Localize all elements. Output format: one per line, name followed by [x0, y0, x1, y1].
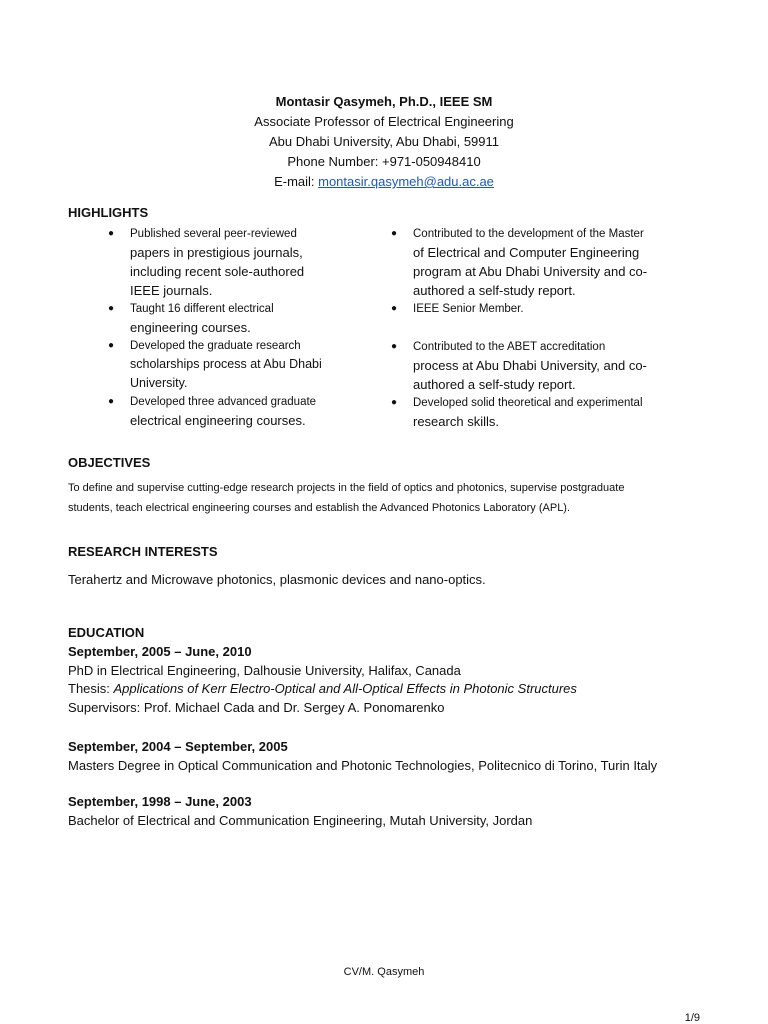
bullet-icon: ● — [108, 303, 115, 314]
cv-header — [0, 92, 768, 192]
bullet-icon: ● — [391, 303, 398, 314]
education-dates: September, 2004 – September, 2005 — [68, 739, 288, 754]
highlight-item — [391, 225, 683, 300]
education-entry — [68, 738, 748, 775]
thesis-label: Thesis: — [68, 681, 114, 696]
email-label: E-mail: — [274, 174, 319, 189]
highlight-first-line: Contributed to the development of the Master — [413, 228, 644, 240]
objectives-line: students, teach electrical engineering courses and establish the Advanced Photonics Laboratory (APL). — [68, 502, 571, 514]
research-interests-text: Terahertz and Microwave photonics, plasmonic devices and nano-optics. — [68, 572, 486, 587]
research-interests-title: RESEARCH INTERESTS — [68, 544, 218, 559]
objectives-text — [68, 478, 708, 518]
education-dates: September, 2005 – June, 2010 — [68, 644, 252, 659]
author-title: Associate Professor of Electrical Engineering — [254, 114, 514, 129]
author-phone: Phone Number: +971-050948410 — [287, 154, 481, 169]
footer-label: CV/M. Qasymeh — [343, 966, 425, 978]
author-name: Montasir Qasymeh, Ph.D., IEEE SM — [275, 94, 493, 109]
bullet-icon: ● — [391, 228, 398, 239]
bullet-icon: ● — [108, 228, 115, 239]
highlight-first-line: Taught 16 different electrical — [130, 303, 274, 315]
highlight-first-line: IEEE Senior Member. — [413, 303, 524, 315]
bullet-icon: ● — [108, 340, 115, 351]
highlight-item — [391, 300, 683, 318]
highlight-item — [391, 338, 683, 394]
highlight-item — [108, 337, 410, 393]
highlight-rest: research skills. — [413, 414, 499, 429]
highlight-first-line: Published several peer-reviewed — [130, 228, 297, 240]
author-email-line — [0, 172, 768, 192]
highlight-rest: process at Abu Dhabi University, and co-authored a self-study report. — [413, 358, 647, 392]
highlight-first-line: Developed solid theoretical and experimental — [413, 397, 643, 409]
objectives-title: OBJECTIVES — [68, 455, 151, 470]
highlight-item — [391, 394, 683, 431]
email-link[interactable]: montasir.qasymeh@adu.ac.ae — [318, 174, 494, 189]
highlight-rest: of Electrical and Computer Engineering program at Abu Dhabi University and co-authored a self-study report. — [413, 245, 648, 298]
highlights-left-column — [108, 225, 410, 430]
highlight-rest: electrical engineering courses. — [130, 413, 306, 428]
education-degree: Bachelor of Electrical and Communication Engineering, Mutah University, Jordan — [68, 812, 533, 828]
education-supervisors: Supervisors: Prof. Michael Cada and Dr. Sergey A. Ponomarenko — [68, 699, 445, 715]
highlight-item — [108, 225, 410, 300]
highlights-right-column — [391, 225, 683, 431]
highlight-rest: scholarships process at Abu Dhabi University. — [130, 357, 322, 390]
highlight-first-line: Developed the graduate research — [130, 340, 301, 352]
education-thesis — [68, 680, 728, 699]
objectives-line: To define and supervise cutting-edge research projects in the field of optics and photonics, supervise postgraduate — [68, 482, 625, 494]
education-entry — [68, 793, 728, 830]
highlight-item — [108, 300, 410, 337]
bullet-icon: ● — [391, 341, 398, 352]
highlight-item — [108, 393, 410, 430]
author-address: Abu Dhabi University, Abu Dhabi, 59911 — [268, 134, 500, 149]
highlight-first-line: Contributed to the ABET accreditation — [413, 341, 606, 353]
highlight-first-line: Developed three advanced graduate — [130, 396, 317, 408]
education-entry — [68, 643, 728, 717]
thesis-title: Applications of Kerr Electro-Optical and All-Optical Effects in Photonic Structures — [113, 681, 577, 696]
highlight-rest: engineering courses. — [130, 320, 251, 335]
page-number: 1/9 — [684, 1012, 700, 1024]
education-degree: Masters Degree in Optical Communication and Photonic Technologies, Politecnico di Torino, Turin Italy — [68, 757, 658, 773]
education-title: EDUCATION — [68, 625, 145, 640]
highlight-rest: papers in prestigious journals, including recent sole-authored IEEE journals. — [130, 245, 305, 298]
bullet-icon: ● — [108, 396, 115, 407]
highlights-title: HIGHLIGHTS — [68, 205, 149, 220]
education-degree: PhD in Electrical Engineering, Dalhousie University, Halifax, Canada — [68, 662, 461, 678]
education-dates: September, 1998 – June, 2003 — [68, 794, 252, 809]
bullet-icon: ● — [391, 397, 398, 408]
